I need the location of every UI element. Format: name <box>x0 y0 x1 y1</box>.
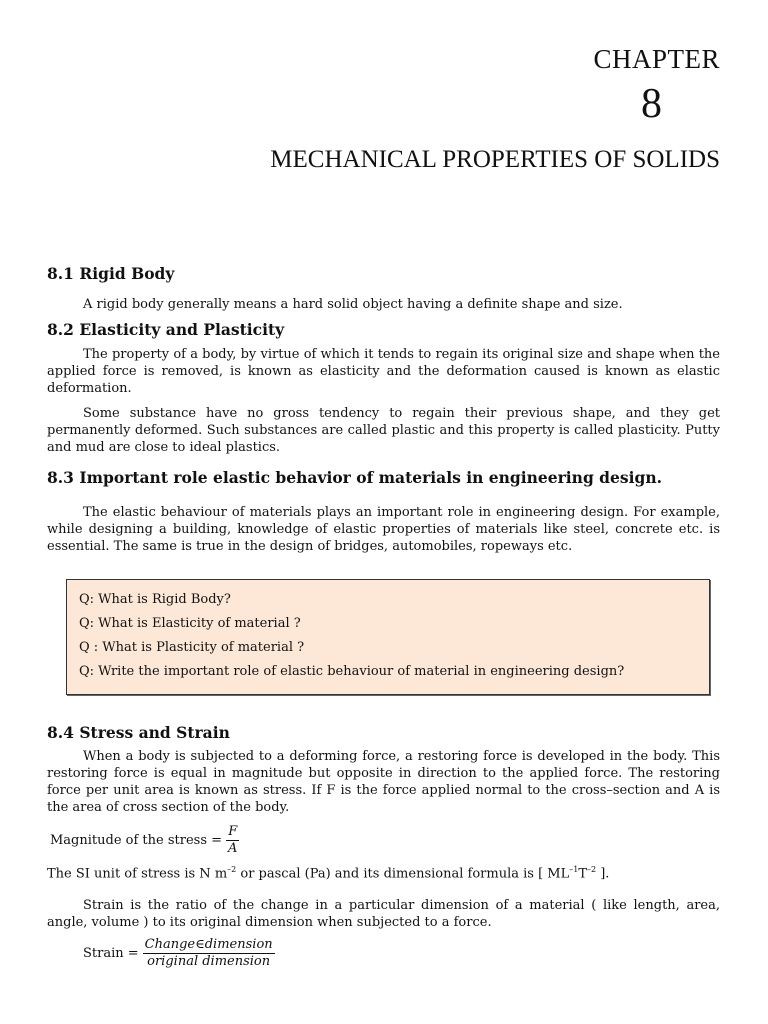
chapter-label: CHAPTER <box>593 44 720 74</box>
strain-denominator: original dimension <box>147 954 271 970</box>
strain-formula-label: Strain = <box>83 946 139 962</box>
strain-fraction <box>143 937 275 970</box>
question-item: Q: Write the important role of elastic behaviour of material in engineering design? <box>79 664 625 679</box>
si-unit-sup1: –2 <box>227 865 237 874</box>
si-unit-text-c: T <box>578 866 587 882</box>
chapter-content <box>47 262 720 970</box>
paragraph-strain: Strain is the ratio of the change in a particular dimension of a material ( like length, area, angle, volume ) to its original dimension when subjected to a force. <box>47 898 720 931</box>
section-heading-elasticity: 8.2 Elasticity and Plasticity <box>47 320 285 339</box>
strain-numerator: Change∈dimension <box>144 937 273 953</box>
strain-formula <box>47 937 720 970</box>
si-unit-text-b: or pascal (Pa) and its dimensional formula is [ ML <box>236 866 570 882</box>
question-item: Q: What is Rigid Body? <box>79 592 231 607</box>
section-heading-engineering-design: 8.3 Important role elastic behavior of materials in engineering design. <box>47 468 662 487</box>
paragraph-elasticity: The property of a body, by virtue of which it tends to regain its original size and shape when the applied force is removed, is known as elasticity and the deformation caused is known as elastic deformation. <box>47 347 720 396</box>
chapter-number: 8 <box>641 81 662 127</box>
paragraph-engineering-design: The elastic behaviour of materials plays an important role in engineering design. For example, while designing a building, knowledge of elastic properties of materials like steel, concrete etc. is essential. The same is true in the design of bridges, automobiles, ropeways etc. <box>47 505 720 554</box>
question-box <box>66 579 710 695</box>
chapter-title: MECHANICAL PROPERTIES OF SOLIDS <box>270 146 720 173</box>
paragraph-si-unit <box>47 861 720 882</box>
stress-denominator: A <box>228 841 238 856</box>
stress-fraction <box>226 824 239 857</box>
question-item: Q: What is Elasticity of material ? <box>79 616 301 631</box>
section-heading-rigid-body: 8.1 Rigid Body <box>47 264 175 283</box>
question-item: Q : What is Plasticity of material ? <box>79 640 305 655</box>
stress-formula-label: Magnitude of the stress = <box>50 833 223 848</box>
stress-formula <box>47 824 720 857</box>
paragraph-rigid-body: A rigid body generally means a hard solid object having a definite shape and size. <box>83 297 623 312</box>
si-unit-sup3: –2 <box>586 865 597 874</box>
paragraph-stress: When a body is subjected to a deforming force, a restoring force is developed in the body. This restoring force is equal in magnitude but opposite in direction to the applied force. The restoring force per unit area is known as stress. If F is the force applied normal to the cross–section and A is the area of cross section of the body. <box>47 749 720 815</box>
si-unit-text-d: ]. <box>596 866 610 882</box>
stress-numerator: F <box>228 824 238 839</box>
si-unit-sup2: –1 <box>569 865 579 874</box>
si-unit-text-a: The SI unit of stress is N m <box>47 866 228 882</box>
section-heading-stress-strain: 8.4 Stress and Strain <box>47 723 230 742</box>
paragraph-plasticity: Some substance have no gross tendency to regain their previous shape, and they get permanently deformed. Such substances are called plastic and this property is called plasticity. Putty and mud are close to ideal plastics. <box>47 406 720 455</box>
